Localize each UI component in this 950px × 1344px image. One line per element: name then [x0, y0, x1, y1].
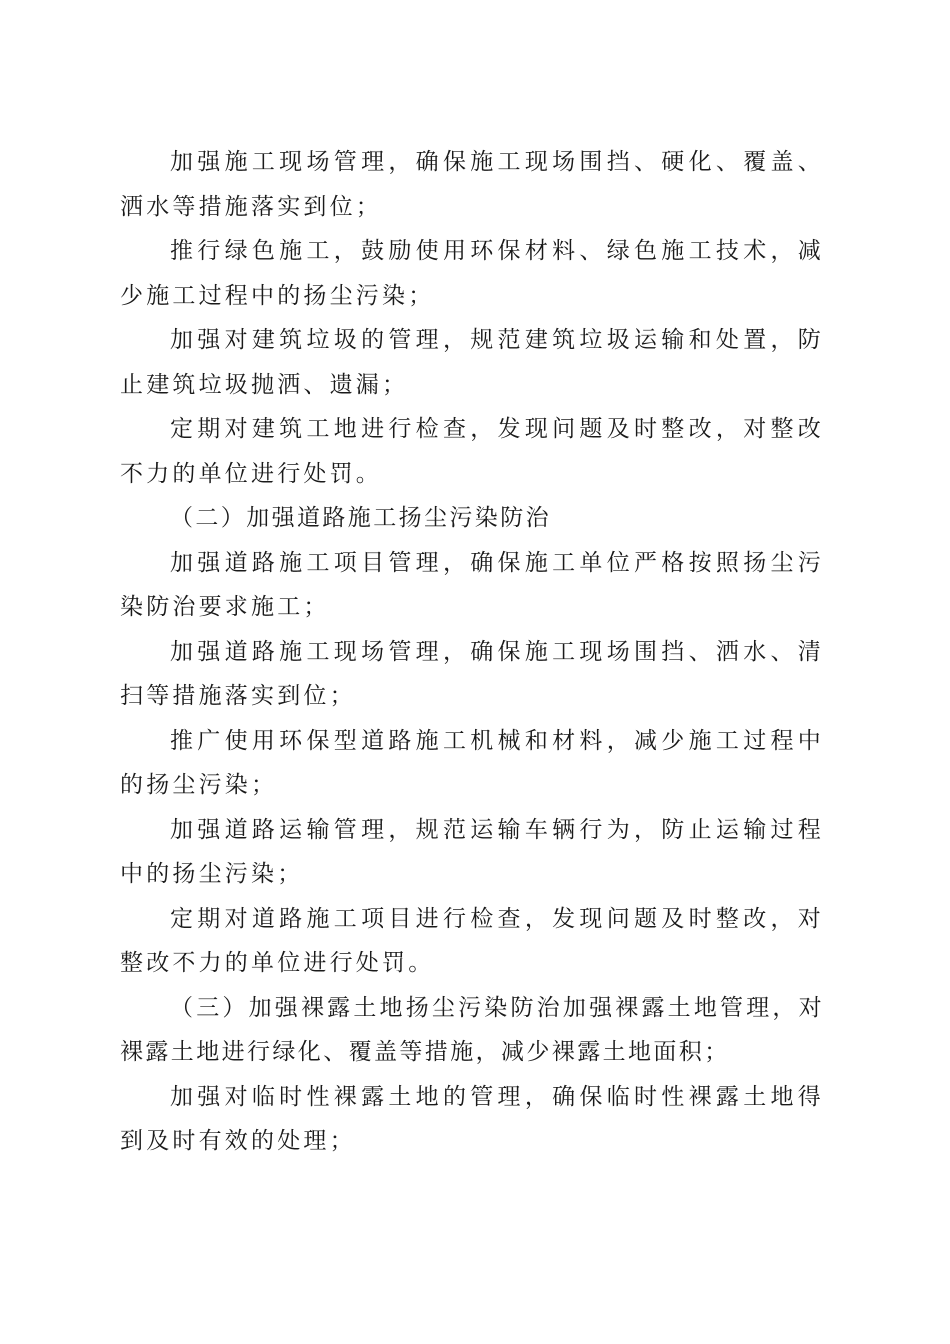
section-heading-road-dust: （二）加强道路施工扬尘污染防治 [170, 505, 551, 531]
section-heading-bare-land: （三）加强裸露土地扬尘污染防治加强裸露土地管理，对裸露土地进行绿化、覆盖等措施，减少裸露土地面积； [120, 994, 824, 1065]
paragraph-construction-waste: 加强对建筑垃圾的管理，规范建筑垃圾运输和处置，防止建筑垃圾抛洒、遗漏； [120, 327, 824, 398]
paragraph-road-inspection: 定期对道路施工项目进行检查，发现问题及时整改，对整改不力的单位进行处罚。 [120, 905, 824, 976]
paragraph-road-transport: 加强道路运输管理，规范运输车辆行为，防止运输过程中的扬尘污染； [120, 816, 824, 887]
paragraph-eco-machinery: 推广使用环保型道路施工机械和材料，减少施工过程中的扬尘污染； [120, 727, 824, 798]
paragraph-road-site-management: 加强道路施工现场管理，确保施工现场围挡、洒水、清扫等措施落实到位； [120, 638, 824, 709]
paragraph-green-construction: 推行绿色施工，鼓励使用环保材料、绿色施工技术，减少施工过程中的扬尘污染； [120, 238, 824, 309]
document-body [120, 140, 824, 1164]
paragraph-site-management: 加强施工现场管理，确保施工现场围挡、硬化、覆盖、洒水等措施落实到位； [120, 149, 824, 220]
paragraph-temporary-bare-land: 加强对临时性裸露土地的管理，确保临时性裸露土地得到及时有效的处理； [120, 1083, 824, 1154]
paragraph-road-project-management: 加强道路施工项目管理，确保施工单位严格按照扬尘污染防治要求施工； [120, 549, 824, 620]
paragraph-site-inspection: 定期对建筑工地进行检查，发现问题及时整改，对整改不力的单位进行处罚。 [120, 416, 824, 487]
